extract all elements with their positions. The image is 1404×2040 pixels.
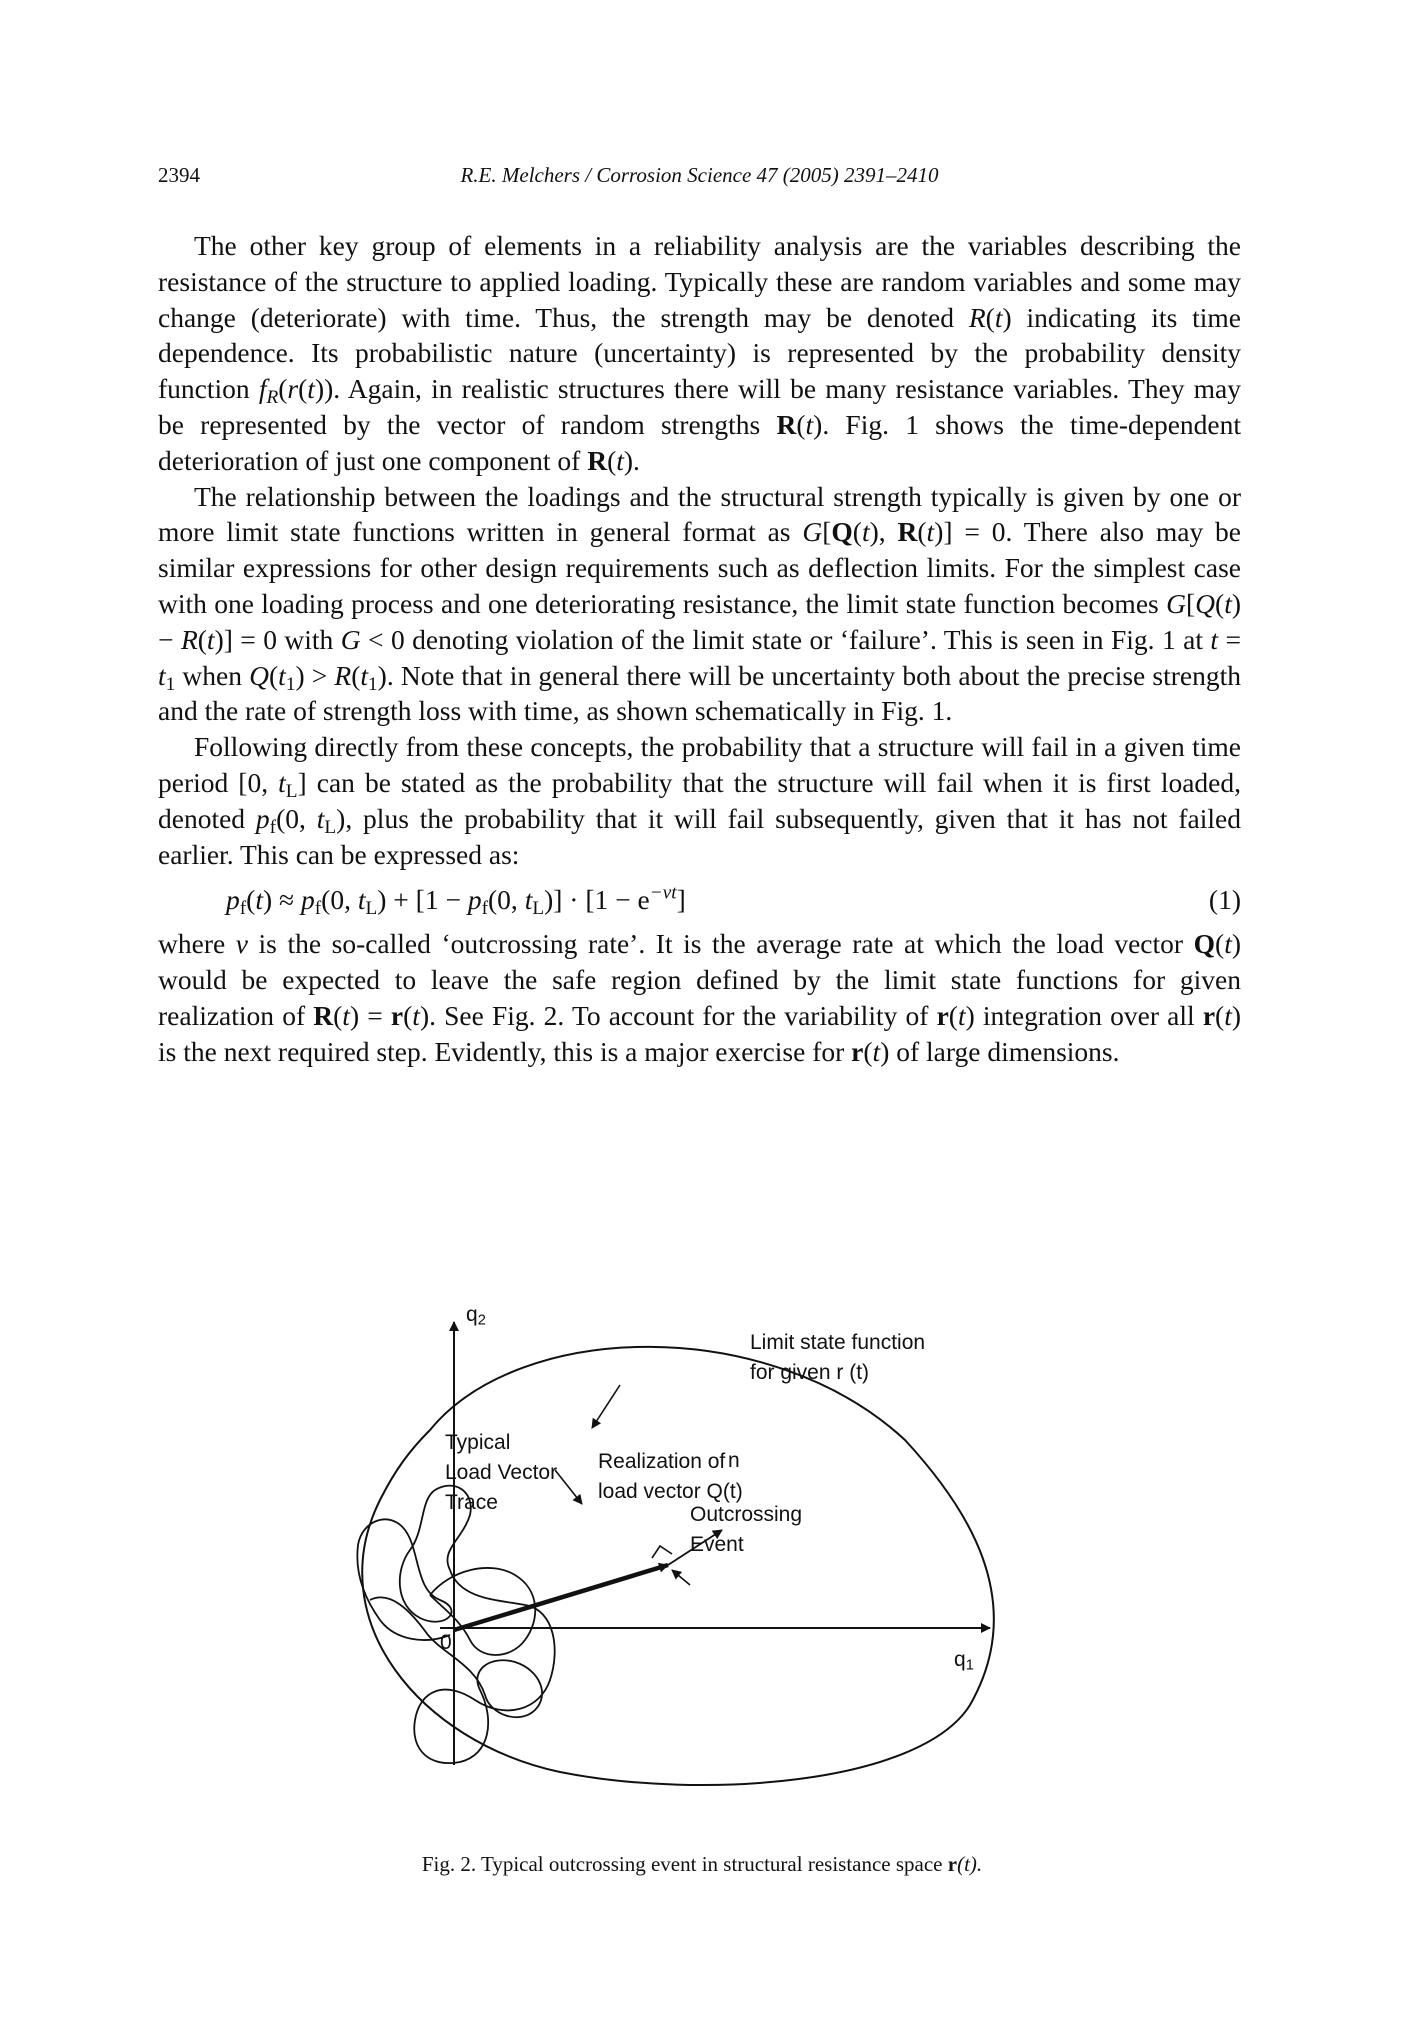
outcrossing-label: Outcrossing Event <box>690 1503 803 1556</box>
paragraph-probability: Following directly from these concepts, the probability that a structure will fail in a given time period [0, $t_L$] can be stated as the probability that the structure will fail when it is first loaded, denoted $p_f(0$, $t_L$), plus the probability that it will fail subsequently, given that it has not failed earlier. This can be expressed as: <box>158 731 1241 870</box>
figure-caption: Fig. 2. Typical outcrossing event in structural resistance space r(t). <box>421 1852 983 1876</box>
equation-number: (1) <box>1208 884 1241 916</box>
right-angle-marker <box>652 1546 672 1558</box>
equation-1 <box>158 874 1241 922</box>
axis-q2-label: $q_2$ <box>466 1303 486 1329</box>
trace-label: Typical Load Vector Trace <box>445 1431 558 1514</box>
realization-leader <box>555 1470 582 1504</box>
page-number: 2394 <box>158 163 200 187</box>
running-head: R.E. Melchers / Corrosion Science 47 (2005) 2391–2410 <box>460 163 939 187</box>
load-vector-trace <box>357 1486 554 1764</box>
paragraph-limit-state: The relationship between the loadings and the structural strength typically is given by one or more limit state functions written in general format as G[Q(t), R(t)] = 0. There also may be similar expressions for other design requirements such as deflection limits. For the simplest case with one loading process and one deteriorating resistance, the limit state function becomes G[Q(t) − R(t)] = 0 with G < 0 denoting violation of the limit state or ‘failure’. This is seen in Fig. 1 at $t = t_1$ when $Q(t_1) > R(t_1)$. Note that in general there will be uncertainty both about the precise strength and the rate of strength loss with time, as shown schematically in Fig. 1. <box>158 480 1242 727</box>
limit-state-leader <box>592 1385 620 1428</box>
body-text <box>158 228 1241 1070</box>
realization-label: Realization of load vector Q(t) <box>598 1450 743 1503</box>
paragraph-outcrossing: where v is the so-called ‘outcrossing rate’. It is the average rate at which the load vector Q(t) would be expected to leave the safe region defined by the limit state functions for given realization of R(t) = r(t). See Fig. 2. To account for the variability of r(t) integration over all r(t) is the next required step. Evidently, this is a major exercise for r(t) of large dimensions. <box>158 928 1242 1067</box>
page-header <box>158 163 1241 193</box>
limit-state-boundary <box>362 1347 994 1785</box>
origin-label: 0 <box>440 1631 452 1654</box>
figure-drawing <box>350 1300 1070 1840</box>
normal-label: n <box>728 1449 740 1472</box>
outcrossing-leader <box>672 1570 690 1585</box>
equation-formula: $p_f(t) \approx p_f(0$, $t_L) + [1 - p_f(0$, $t_L)] \cdot [1 - e^{-vt}]$ <box>226 882 686 920</box>
paragraph-resistance: The other key group of elements in a reliability analysis are the variables describing the resistance of the structure to applied loading. Typically these are random variables and some may change (deteriorate) with time. Thus, the strength may be denoted R(t) indicating its time dependence. Its probabilistic nature (uncertainty) is represented by the probability density function $f_R(r(t))$. Again, in realistic structures there will be many resistance variables. They may be represented by the vector of random strengths R(t). Fig. 1 shows the time-dependent deterioration of just one component of R(t). <box>158 230 1242 476</box>
axis-q1-label: $q_1$ <box>954 1648 974 1674</box>
limit-state-label: Limit state function for given r (t) <box>750 1331 926 1384</box>
figure-2 <box>350 1300 1070 1840</box>
